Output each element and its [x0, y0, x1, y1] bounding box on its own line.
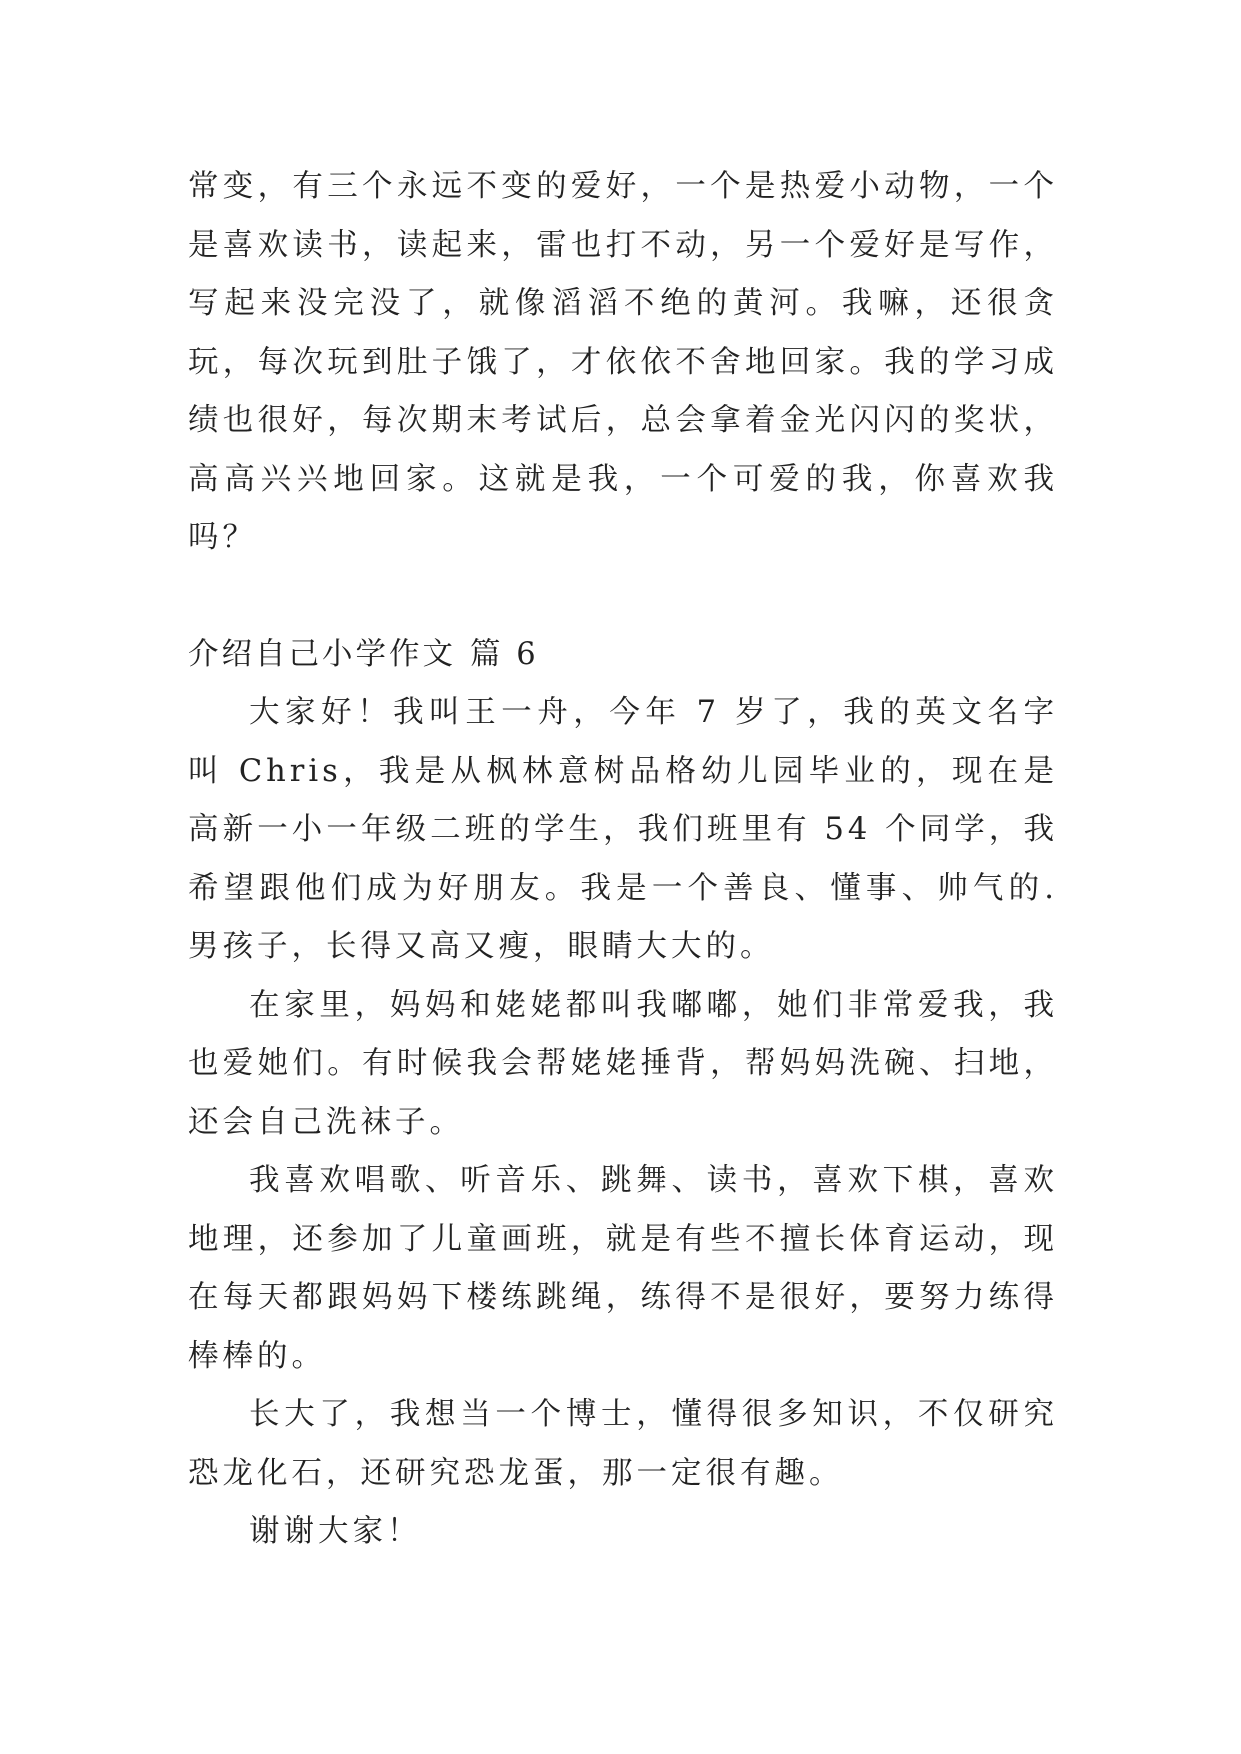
- section-title: 介绍自己小学作文: [188, 636, 456, 672]
- section-number: 篇 6: [470, 636, 539, 672]
- paragraph-dream: 长大了，我想当一个博士，懂得很多知识，不仅研究恐龙化石，还研究恐龙蛋，那一定很有趣。: [188, 1397, 1058, 1491]
- paragraph-hobbies: 我喜欢唱歌、听音乐、跳舞、读书，喜欢下棋，喜欢地理，还参加了儿童画班，就是有些不擅长体育运动，现在每天都跟妈妈下楼练跳绳，练得不是很好，要努力练得棒棒的。: [188, 1163, 1058, 1374]
- paragraph-family: 在家里，妈妈和姥姥都叫我嘟嘟，她们非常爱我，我也爱她们。有时候我会帮姥姥捶背，帮妈妈洗碗、扫地，还会自己洗袜子。: [188, 987, 1058, 1140]
- paragraph-intro: 大家好！我叫王一舟，今年 7 岁了，我的英文名字叫 Chris，我是从枫林意树品格幼儿园毕业的，现在是高新一小一年级二班的学生，我们班里有 54 个同学，我希望跟他们成为好朋友。我是一个善良、懂事、帅气的.男孩子，长得又高又瘦，眼睛大大的。: [188, 695, 1058, 964]
- document-body: [188, 158, 1058, 1562]
- continuation-paragraph: 常变，有三个永远不变的爱好，一个是热爱小动物，一个是喜欢读书，读起来，雷也打不动，另一个爱好是写作，写起来没完没了，就像滔滔不绝的黄河。我嘛，还很贪玩，每次玩到肚子饿了，才依依不舍地回家。我的学习成绩也很好，每次期末考试后，总会拿着金光闪闪的奖状，高高兴兴地回家。这就是我，一个可爱的我，你喜欢我吗？: [188, 169, 1058, 555]
- paragraph-thanks: 谢谢大家！: [249, 1514, 422, 1549]
- section-heading: [188, 626, 1058, 685]
